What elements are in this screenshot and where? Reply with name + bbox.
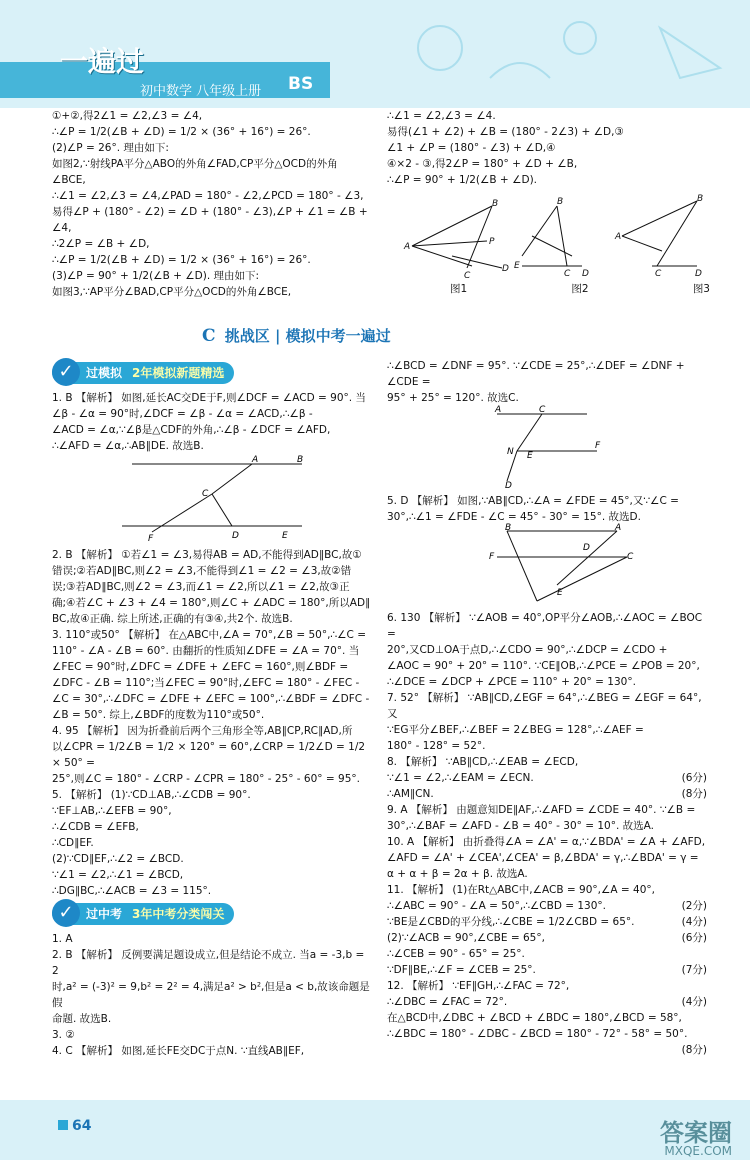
svg-text:D: D: [695, 269, 702, 279]
text-line: ∴∠P = 1/2(∠B + ∠D) = 1/2 × (36° + 16°) = 26°.: [52, 126, 311, 138]
text-line: ∠B = 50°. 综上,∠BDF的度数为110°或50°.: [52, 709, 265, 721]
ribbon-desc: 2年模拟新题精选: [132, 366, 225, 380]
diagram-q1: [52, 454, 372, 542]
text-line: (3)∠P = 90° + 1/2(∠B + ∠D). 理由如下:: [52, 270, 260, 282]
top-left-solution: [52, 108, 372, 300]
ribbon-desc: 3年中考分类闯关: [132, 907, 225, 921]
figure-1: [403, 199, 509, 281]
svg-text:C: C: [564, 269, 571, 279]
text-line: 确;④若∠C + ∠3 + ∠4 = 180°,则∠C + ∠ADC = 180°,所以AD∥: [52, 597, 371, 609]
text-line: ∴∠ABC = 90° - ∠A = 50°,∴∠CBD = 130°. (2分): [387, 900, 707, 912]
svg-text:E: E: [514, 261, 520, 271]
figure-caption: 图3: [692, 283, 710, 295]
answers-right-3: [387, 610, 707, 1056]
edition-label: BS: [288, 74, 314, 94]
text-line: (2)∵CD∥EF,∴∠2 = ∠BCD.: [52, 853, 184, 865]
figure-2: [514, 197, 589, 279]
text-line: ∵BE是∠CBD的平分线,∴∠CBE = 1/2∠CBD = 65°. (4分): [387, 916, 707, 928]
diagram-q5: [387, 525, 707, 605]
text-line: ∠1 + ∠P = (180° - ∠3) + ∠D,④: [387, 142, 556, 154]
ribbon-mock-exams: [52, 362, 234, 384]
text-line: 2. B 【解析】 反例要满足题设成立,但是结论不成立. 当a = -3,b = 2: [52, 949, 368, 977]
text-line: 1. B 【解析】 如图,延长AC交DE于F,则∠DCF = ∠ACD = 90°. 当: [52, 392, 366, 404]
text-line: 时,a² = (-3)² = 9,b² = 2² = 4,满足a² > b²,但是a < b,故该命题是假: [52, 981, 370, 1009]
score-mark: (2分): [681, 900, 707, 912]
text-line: 如图3,∵AP平分∠BAD,CP平分△OCD的外角∠BCE,: [52, 286, 292, 298]
answers-block-2: [52, 547, 372, 899]
answers-right-2: [387, 493, 707, 525]
section-heading: 挑战区 | 模拟中考一遍过: [224, 327, 391, 345]
score-mark: (8分): [681, 1044, 707, 1056]
svg-text:P: P: [489, 237, 495, 247]
text-line: ∵∠1 = ∠2,∴∠EAM = ∠ECN. (6分): [387, 772, 707, 784]
page-number: 64: [58, 1118, 91, 1134]
text-line: ∴∠1 = ∠2,∠3 = ∠4,∠PAD = 180° - ∠2,∠PCD = 180° - ∠3,: [52, 190, 364, 202]
text-line: 易得∠P + (180° - ∠2) = ∠D + (180° - ∠3),∠P + ∠1 = ∠B + ∠4,: [52, 206, 371, 234]
figure-caption: 图1: [450, 283, 468, 295]
svg-text:D: D: [232, 531, 239, 541]
text-line: ∴∠BDC = 180° - ∠DBC - ∠BCD = 180° - 72° - 58° = 50°. (8分): [387, 1028, 707, 1056]
page-content: [52, 108, 710, 1100]
answers-block-1: [52, 390, 372, 454]
right-column: [387, 358, 707, 1058]
watermark-url: MXQE.COM: [664, 1144, 732, 1158]
svg-text:C: C: [627, 552, 634, 562]
doodle-decoration-icon: [380, 8, 740, 98]
svg-text:B: B: [505, 523, 512, 533]
figure-3: [614, 194, 703, 279]
text-line: ∵DF∥BE,∴∠F = ∠CEB = 25°. (7分): [387, 964, 707, 976]
text-line: 30°,∴∠1 = ∠FDE - ∠C = 45° - 30° = 15°. 故选D.: [387, 511, 641, 523]
svg-text:E: E: [282, 531, 288, 541]
text-line: α + α + β = 2α + β. 故选A.: [387, 868, 528, 880]
text-line: 错误;②若AD∥BC,则∠2 = ∠3,不能得到∠1 = ∠2 = ∠3,故②错: [52, 565, 352, 577]
text-line: ∴∠CEB = 90° - 65° = 25°.: [387, 948, 525, 960]
section-letter: C: [202, 326, 216, 346]
left-column: [52, 358, 372, 1059]
check-icon: ✓: [52, 899, 80, 927]
score-mark: (7分): [681, 964, 707, 976]
text-line: ∠C = 30°,∴∠DFC = ∠DFE + ∠EFC = 100°,∴∠BDF = ∠DFC -: [52, 693, 370, 705]
text-line: 20°,又CD⊥OA于点D,∴∠CDO = 90°,∴∠DCP = ∠CDO +: [387, 644, 668, 656]
text-line: ∴∠P = 90° + 1/2(∠B + ∠D).: [387, 174, 537, 186]
text-line: 12. 【解析】 ∵EF∥GH,∴∠FAC = 72°,: [387, 980, 570, 992]
svg-text:E: E: [557, 588, 563, 598]
section-title: [202, 328, 391, 344]
svg-text:C: C: [539, 405, 546, 415]
text-line: 2. B 【解析】 ①若∠1 = ∠3,易得AB = AD,不能得到AD∥BC,故①: [52, 549, 362, 561]
text-line: 7. 52° 【解析】 ∵AB∥CD,∠EGF = 64°,∴∠BEG = ∠EGF = 64°,又: [387, 692, 702, 720]
text-line: 5. 【解析】 (1)∵CD⊥AB,∴∠CDB = 90°.: [52, 789, 251, 801]
text-line: 误;③若AD∥BC,则∠2 = ∠3,而∠1 = ∠2,所以∠1 = ∠2,故③正: [52, 581, 350, 593]
text-line: 3. ②: [52, 1029, 75, 1041]
svg-text:A: A: [252, 455, 259, 465]
svg-text:B: B: [557, 197, 564, 207]
svg-text:C: C: [464, 271, 471, 281]
text-line: ∴AM∥CN. (8分): [387, 788, 707, 800]
score-mark: (4分): [681, 916, 707, 928]
text-line: ∵EF⊥AB,∴∠EFB = 90°,: [52, 805, 172, 817]
book-subtitle: 初中数学 八年级上册: [140, 84, 262, 99]
text-line: ∴∠DCE = ∠DCP + ∠PCE = 110° + 20° = 130°.: [387, 676, 636, 688]
text-line: 11. 【解析】 (1)在Rt△ABC中,∠ACB = 90°,∠A = 40°,: [387, 884, 655, 896]
svg-text:A: A: [615, 523, 622, 533]
top-right-solution: [387, 108, 707, 188]
text-line: (2)∠P = 26°. 理由如下:: [52, 142, 169, 154]
text-line: ∠BCE,: [52, 174, 86, 186]
svg-text:B: B: [697, 194, 704, 204]
text-line: ∠ACD = ∠α,∵∠β是△CDF的外角,∴∠β - ∠DCF = ∠AFD,: [52, 424, 331, 436]
answers-right-1: [387, 358, 707, 406]
text-line: ∵EG平分∠BEF,∴∠BEF = 2∠BEG = 128°,∴∠AEF =: [387, 724, 644, 736]
svg-text:D: D: [583, 543, 590, 553]
text-line: (2)∵∠ACB = 90°,∠CBE = 65°, (6分): [387, 932, 707, 944]
text-line: ∠β - ∠α = 90°时,∠DCF = ∠β - ∠α = ∠ACD,∴∠β -: [52, 408, 313, 420]
text-line: ∠AOC = 90° + 20° = 110°. ∵CE∥OB,∴∠PCE = ∠POB = 20°,: [387, 660, 700, 672]
text-line: ∴DG∥BC,∴∠ACB = ∠3 = 115°.: [52, 885, 212, 897]
footer: [0, 1100, 750, 1160]
answers-block-3: [52, 931, 372, 1059]
svg-text:D: D: [505, 481, 512, 491]
text-line: 以∠CPR = 1/2∠B = 1/2 × 120° = 60°,∠CRP = 1/2∠D = 1/2 × 50° =: [52, 741, 369, 769]
text-line: 如图2,∵射线PA平分△ABO的外角∠FAD,CP平分△OCD的外角: [52, 158, 338, 170]
text-line: ∴2∠P = ∠B + ∠D,: [52, 238, 150, 250]
text-line: ∴∠AFD = ∠α,∴AB∥DE. 故选B.: [52, 440, 204, 452]
figure-caption: 图2: [571, 283, 589, 295]
score-mark: (6分): [681, 932, 707, 944]
text-line: 6. 130 【解析】 ∵∠AOB = 40°,OP平分∠AOB,∴∠AOC = ∠BOC =: [387, 612, 706, 640]
svg-text:F: F: [595, 441, 601, 451]
svg-text:F: F: [489, 552, 495, 562]
text-line: ∴∠CDB = ∠EFB,: [52, 821, 139, 833]
text-line: 4. C 【解析】 如图,延长FE交DC于点N. ∵直线AB∥EF,: [52, 1045, 305, 1057]
text-line: ①+②,得2∠1 = ∠2,∠3 = ∠4,: [52, 110, 203, 122]
text-line: 在△BCD中,∠DBC + ∠BCD + ∠BDC = 180°,∠BCD = 58°,: [387, 1012, 682, 1024]
score-mark: (6分): [681, 772, 707, 784]
svg-text:D: D: [502, 264, 509, 274]
header: [0, 0, 750, 108]
text-line: ∵∠1 = ∠2,∴∠1 = ∠BCD,: [52, 869, 184, 881]
svg-text:F: F: [148, 534, 154, 544]
text-line: 命题. 故选B.: [52, 1013, 112, 1025]
text-line: 5. D 【解析】 如图,∵AB∥CD,∴∠A = ∠FDE = 45°,又∵∠C =: [387, 495, 679, 507]
text-line: 3. 110°或50° 【解析】 在△ABC中,∠A = 70°,∠B = 50°,∴∠C =: [52, 629, 366, 641]
svg-text:A: A: [495, 405, 502, 415]
ribbon-tag: 过中考: [86, 907, 123, 921]
text-line: 9. A 【解析】 由题意知DE∥AF,∴∠AFD = ∠CDE = 40°. ∵∠B =: [387, 804, 696, 816]
text-line: 110° - ∠A - ∠B = 60°. 由翻折的性质知∠DFE = ∠A = 70°. 当: [52, 645, 360, 657]
svg-text:N: N: [507, 447, 514, 457]
svg-text:E: E: [527, 451, 533, 461]
text-line: ∴∠1 = ∠2,∠3 = ∠4.: [387, 110, 496, 122]
svg-text:C: C: [202, 489, 209, 499]
text-line: 易得(∠1 + ∠2) + ∠B = (180° - 2∠3) + ∠D,③: [387, 126, 624, 138]
svg-text:B: B: [492, 199, 499, 209]
svg-text:B: B: [297, 455, 304, 465]
watermark-logo: 答案圈: [660, 1119, 732, 1147]
figure-captions: [450, 281, 710, 297]
text-line: ∠FEC = 90°时,∠DFC = ∠DFE + ∠EFC = 160°,则∠BDF =: [52, 661, 349, 673]
svg-text:C: C: [655, 269, 662, 279]
text-line: ∴∠BCD = ∠DNF = 95°. ∵∠CDE = 25°,∴∠DEF = ∠DNF + ∠CDE =: [387, 360, 688, 388]
text-line: 180° - 128° = 52°.: [387, 740, 486, 752]
ribbon-tag: 过模拟: [86, 366, 123, 380]
score-mark: (4分): [681, 996, 707, 1008]
text-line: 30°,∴∠BAF = ∠AFD - ∠B = 40° - 30° = 10°. 故选A.: [387, 820, 654, 832]
text-line: 4. 95 【解析】 因为折叠前后两个三角形全等,AB∥CP,RC∥AD,所: [52, 725, 353, 737]
svg-text:A: A: [615, 232, 622, 242]
text-line: ④×2 - ③,得2∠P = 180° + ∠D + ∠B,: [387, 158, 578, 170]
text-line: ∠AFD = ∠A' + ∠CEA',∠CEA' = β,∠BDA' = γ,∴∠BDA' = γ =: [387, 852, 699, 864]
brand-title: 一遍过: [60, 45, 145, 78]
diagram-q4: [387, 405, 707, 491]
text-line: 10. A 【解析】 由折叠得∠A = ∠A' = α,∵∠BDA' = ∠A + ∠AFD,: [387, 836, 706, 848]
text-line: 25°,则∠C = 180° - ∠CRP - ∠CPR = 180° - 25° - 60° = 95°.: [52, 773, 360, 785]
svg-text:D: D: [582, 269, 589, 279]
text-line: 1. A: [52, 933, 73, 945]
check-icon: ✓: [52, 358, 80, 386]
text-line: ∴CD∥EF.: [52, 837, 94, 849]
text-line: ∴∠DBC = ∠FAC = 72°. (4分): [387, 996, 707, 1008]
text-line: 8. 【解析】 ∵AB∥CD,∴∠EAB = ∠ECD,: [387, 756, 579, 768]
text-line: ∠DFC - ∠B = 110°;当∠FEC = 90°时,∠EFC = 180° - ∠FEC -: [52, 677, 360, 689]
text-line: 95° + 25° = 120°. 故选C.: [387, 392, 519, 404]
score-mark: (8分): [681, 788, 707, 800]
text-line: ∴∠P = 1/2(∠B + ∠D) = 1/2 × (36° + 16°) = 26°.: [52, 254, 311, 266]
text-line: BC,故④正确. 综上所述,正确的有③④,共2个. 故选B.: [52, 613, 293, 625]
svg-text:A: A: [404, 242, 411, 252]
ribbon-real-exams: [52, 903, 234, 925]
